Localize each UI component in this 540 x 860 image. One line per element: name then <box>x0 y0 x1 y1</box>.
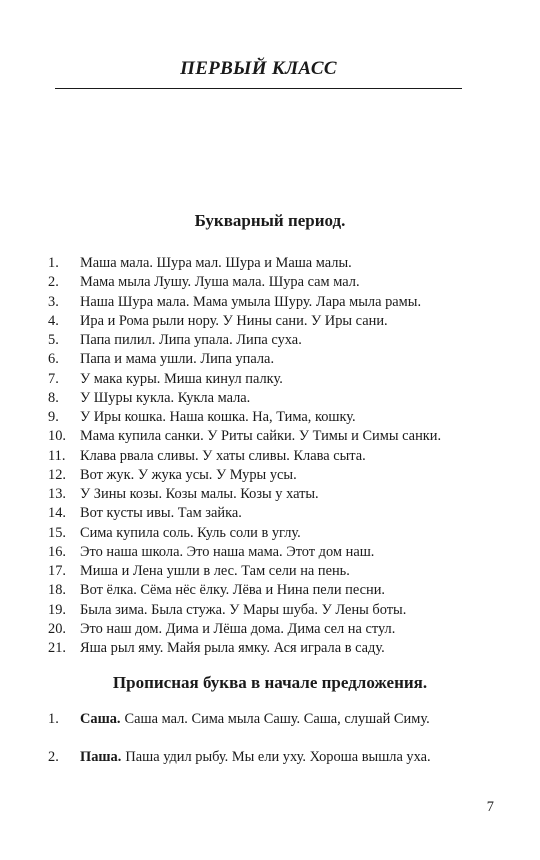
list-item <box>48 543 441 562</box>
item-number: 5. <box>48 332 59 348</box>
list-item <box>48 389 441 408</box>
item-text: Маша мала. Шура мал. Шура и Маша малы. <box>80 255 352 271</box>
list-item <box>48 524 441 543</box>
item-text: Вот жук. У жука усы. У Муры усы. <box>80 466 297 483</box>
list-item <box>48 562 441 581</box>
list-item <box>48 427 441 446</box>
item-text: Мама купила санки. У Риты сайки. У Тимы и Симы санки. <box>80 428 442 445</box>
item-text: Сима купила соль. Куль соли в углу. <box>80 524 301 541</box>
item-number: 19. <box>48 601 66 618</box>
item-text: Паша удил рыбу. Мы ели уху. Хороша вышла уха. <box>125 749 431 765</box>
list-item <box>48 331 441 350</box>
item-text: Была зима. Была стужа. У Мары шуба. У Лены боты. <box>80 601 407 618</box>
item-text: У Иры кошка. Наша кошка. На, Тима, кошку. <box>80 409 356 425</box>
list-item <box>48 293 441 312</box>
item-number: 6. <box>48 351 59 368</box>
item-number: 10. <box>48 428 66 445</box>
exercise-item <box>48 711 430 728</box>
item-text: Папа пилил. Липа упала. Липа суха. <box>80 332 302 348</box>
item-number: 14. <box>48 505 66 522</box>
list-item <box>48 273 441 292</box>
item-number: 12. <box>48 466 66 483</box>
item-text: У Зины козы. Козы малы. Козы у хаты. <box>80 486 319 502</box>
section-title-capital-letter: Прописная буква в начале предложения. <box>112 673 428 692</box>
item-text: Мама мыла Лушу. Луша мала. Шура сам мал. <box>80 274 360 291</box>
item-text: Ира и Рома рыли нору. У Нины сани. У Иры сани. <box>80 312 388 329</box>
item-keyword: Паша. <box>80 749 122 765</box>
item-number: 13. <box>48 486 66 502</box>
list-item <box>48 504 441 523</box>
exercise-item <box>48 749 431 766</box>
item-text: Наша Шура мала. Мама умыла Шуру. Лара мыла рамы. <box>80 293 422 310</box>
item-number: 2. <box>48 749 59 765</box>
list-item <box>48 466 441 485</box>
item-number: 7. <box>48 370 59 387</box>
list-item <box>48 639 441 658</box>
item-text: Саша мал. Сима мыла Сашу. Саша, слушай Симу. <box>124 711 430 727</box>
list-item <box>48 601 441 620</box>
list-item <box>48 312 441 331</box>
header-rule <box>55 88 462 89</box>
item-number: 9. <box>48 409 59 425</box>
item-text: У мака куры. Миша кинул палку. <box>80 370 283 387</box>
item-text: Вот ёлка. Сёма нёс ёлку. Лёва и Нина пели песни. <box>80 582 385 599</box>
item-number: 2. <box>48 274 59 291</box>
item-number: 1. <box>48 255 59 271</box>
item-number: 16. <box>48 543 66 560</box>
list-item <box>48 581 441 600</box>
list-item <box>48 447 441 466</box>
list-item <box>48 485 441 504</box>
item-text: У Шуры кукла. Кукла мала. <box>80 389 251 406</box>
running-header: ПЕРВЫЙ КЛАСС <box>180 58 337 79</box>
list-item <box>48 620 441 639</box>
item-text: Вот кусты ивы. Там зайка. <box>80 505 242 522</box>
item-number: 18. <box>48 582 66 599</box>
item-number: 20. <box>48 620 66 637</box>
item-text: Миша и Лена ушли в лес. Там сели на пень. <box>80 563 350 579</box>
item-number: 8. <box>48 389 59 406</box>
list-item <box>48 408 441 427</box>
item-text: Папа и мама ушли. Липа упала. <box>80 351 275 368</box>
item-number: 21. <box>48 640 66 656</box>
item-number: 3. <box>48 293 59 310</box>
item-keyword: Саша. <box>80 711 121 727</box>
sentence-list <box>48 254 441 658</box>
item-number: 17. <box>48 563 66 579</box>
list-item <box>48 370 441 389</box>
list-item <box>48 350 441 369</box>
item-number: 11. <box>48 447 66 464</box>
item-text: Клава рвала сливы. У хаты сливы. Клава сыта. <box>80 447 366 464</box>
item-number: 4. <box>48 312 59 329</box>
item-number: 15. <box>48 524 66 541</box>
page-number: 7 <box>486 799 494 815</box>
item-text: Это наш дом. Дима и Лёша дома. Дима сел на стул. <box>80 620 396 637</box>
item-text: Яша рыл яму. Майя рыла ямку. Ася играла в саду. <box>80 640 385 656</box>
list-item <box>48 254 441 273</box>
item-text: Это наша школа. Это наша мама. Этот дом наш. <box>80 543 375 560</box>
section-title-primer-period: Букварный период. <box>194 211 346 230</box>
item-number: 1. <box>48 711 59 727</box>
